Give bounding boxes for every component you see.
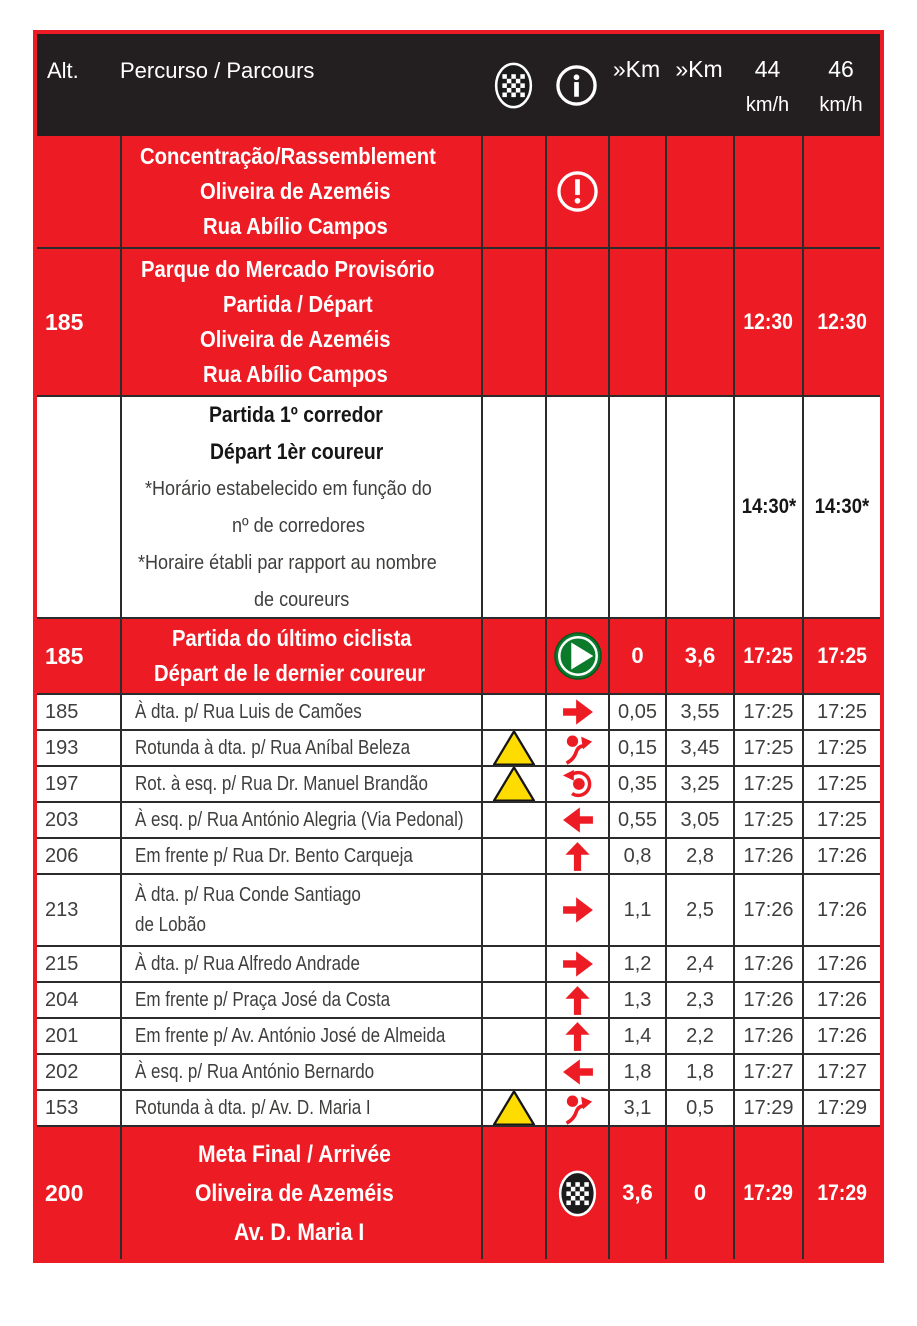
table-header bbox=[37, 34, 880, 136]
km-done-column-header bbox=[608, 34, 665, 136]
km-togo-value: 3,6 bbox=[665, 619, 733, 693]
time-46-value-text: 17:25 bbox=[816, 808, 868, 831]
km-togo-value-text: 3,25 bbox=[680, 772, 720, 795]
speed-44-value: 44 bbox=[754, 56, 781, 82]
km-togo-value bbox=[665, 767, 733, 801]
route-text bbox=[120, 695, 481, 729]
route-line: À esq. p/ Rua António Alegria (Via Pedonal) bbox=[135, 809, 464, 831]
route-text bbox=[120, 619, 481, 693]
km-togo-value bbox=[665, 249, 733, 395]
first-rider-line-2: Départ 1èr coureur bbox=[209, 439, 383, 464]
warning-cell bbox=[481, 136, 545, 247]
km-done-value: 0 bbox=[608, 619, 665, 693]
km-togo-value: 0 bbox=[665, 1127, 733, 1259]
time-44-value bbox=[733, 1091, 802, 1125]
time-46-value bbox=[802, 1055, 880, 1089]
first-rider-note-2: nº de corredores bbox=[232, 514, 366, 537]
warning-cell bbox=[481, 1091, 545, 1125]
roundabout-right-icon bbox=[562, 1092, 593, 1125]
time-44-value-text: 17:26 bbox=[743, 1024, 794, 1047]
warning-cell bbox=[481, 875, 545, 945]
up-arrow-icon bbox=[564, 1021, 591, 1052]
itinerary-row bbox=[37, 1017, 880, 1053]
route-line: Rotunda à dta. p/ Av. D. Maria I bbox=[135, 1097, 371, 1119]
time-44-value bbox=[733, 839, 802, 873]
route-column-label: Percurso / Parcours bbox=[120, 58, 315, 83]
warning-triangle-icon bbox=[492, 767, 536, 801]
km-togo-value-text: 2,3 bbox=[686, 988, 714, 1011]
left-arrow-icon bbox=[562, 1058, 594, 1086]
checkered-flag-icon bbox=[494, 61, 533, 110]
km-done-value-text: 3,1 bbox=[623, 1096, 652, 1119]
last-rider-line-1: Partida do último ciclista bbox=[171, 625, 412, 651]
info-icon bbox=[555, 64, 598, 107]
speed-44-column-header bbox=[733, 34, 802, 136]
route-text bbox=[120, 875, 481, 945]
last-rider-line-2: Départ de le dernier coureur bbox=[153, 660, 426, 686]
direction-cell bbox=[545, 1091, 608, 1125]
warning-cell bbox=[481, 695, 545, 729]
km-done-value-text: 0,35 bbox=[618, 772, 657, 795]
km-done-value bbox=[608, 803, 665, 837]
first-rider-line-1: Partida 1º corredor bbox=[209, 402, 384, 427]
time-44-value: 14:30* bbox=[733, 397, 802, 617]
alt-value: 215 bbox=[45, 952, 79, 975]
first-rider-block bbox=[37, 395, 880, 617]
alt-value: 185 bbox=[45, 642, 84, 669]
alt-value: 203 bbox=[45, 808, 79, 831]
km-togo-value-text: 1,8 bbox=[686, 1060, 714, 1083]
time-46-value bbox=[802, 136, 880, 247]
alt-value: 200 bbox=[45, 1179, 84, 1206]
km-togo-value bbox=[665, 1019, 733, 1053]
km-done-value bbox=[608, 731, 665, 765]
route-column-header bbox=[120, 34, 481, 136]
km-done-value-text: 0,8 bbox=[623, 844, 652, 867]
route-text bbox=[120, 1055, 481, 1089]
roundabout-right-icon bbox=[562, 732, 593, 765]
km-done-value-text: 1,8 bbox=[623, 1060, 652, 1083]
time-44-value-text: 17:25 bbox=[743, 736, 794, 759]
route-line: Em frente p/ Praça José da Costa bbox=[135, 989, 391, 1011]
km-togo-value bbox=[665, 397, 733, 617]
speed-46-unit: km/h bbox=[819, 94, 863, 116]
time-46-value-text: 17:26 bbox=[816, 988, 868, 1011]
alt-value: 206 bbox=[45, 844, 79, 867]
itinerary-row bbox=[37, 873, 880, 945]
first-rider-note-4: de coureurs bbox=[253, 588, 350, 611]
roundabout-left-icon bbox=[562, 769, 593, 799]
time-46-value: 12:30 bbox=[802, 249, 880, 395]
km-togo-value-text: 2,4 bbox=[686, 952, 714, 975]
km-done-value bbox=[608, 1055, 665, 1089]
warning-cell bbox=[481, 619, 545, 693]
start-area-line-1: Parque do Mercado Provisório bbox=[141, 256, 435, 282]
alt-value: 185 bbox=[45, 308, 84, 335]
km-done-value bbox=[608, 947, 665, 981]
km-togo-value-text: 3,05 bbox=[680, 808, 720, 831]
km-done-value-text: 0,15 bbox=[618, 736, 657, 759]
time-44-value bbox=[733, 803, 802, 837]
km-togo-column-header bbox=[665, 34, 733, 136]
km-done-value bbox=[608, 1091, 665, 1125]
km-togo-value-text: 2,2 bbox=[686, 1024, 714, 1047]
km-togo-value-text: 0,5 bbox=[686, 1096, 714, 1119]
itinerary-rows bbox=[37, 693, 880, 1125]
warning-triangle-icon bbox=[492, 1091, 536, 1125]
km-togo-value-text: 3,45 bbox=[680, 736, 720, 759]
warning-cell bbox=[481, 767, 545, 801]
alt-value bbox=[37, 397, 120, 617]
time-44-value-text: 17:25 bbox=[743, 700, 794, 723]
info-cell bbox=[545, 397, 608, 617]
route-line: Em frente p/ Rua Dr. Bento Carqueja bbox=[135, 845, 413, 867]
km-togo-value-text: 3,55 bbox=[680, 700, 720, 723]
concentration-line-3: Rua Abílio Campos bbox=[203, 213, 388, 239]
warning-cell bbox=[481, 1127, 545, 1259]
time-46-value bbox=[802, 695, 880, 729]
warning-cell bbox=[481, 947, 545, 981]
time-46-value bbox=[802, 731, 880, 765]
km-togo-value bbox=[665, 875, 733, 945]
race-itinerary-table bbox=[33, 30, 884, 1263]
km-done-value bbox=[608, 1019, 665, 1053]
route-text bbox=[120, 983, 481, 1017]
km-done-value bbox=[608, 839, 665, 873]
left-arrow-icon bbox=[562, 806, 594, 834]
route-line: de Lobão bbox=[135, 914, 206, 936]
alert-icon bbox=[556, 170, 599, 213]
warning-cell bbox=[481, 249, 545, 395]
finish-line-2: Oliveira de Azeméis bbox=[195, 1179, 394, 1207]
itinerary-row bbox=[37, 945, 880, 981]
time-46-value-text: 17:29 bbox=[816, 1096, 868, 1119]
time-44-value bbox=[733, 767, 802, 801]
itinerary-row bbox=[37, 837, 880, 873]
alt-column-header bbox=[37, 34, 120, 136]
start-area-line-3: Oliveira de Azeméis bbox=[199, 326, 391, 352]
first-rider-note-3: *Horaire établi par rapport au nombre bbox=[138, 551, 438, 574]
time-46-value: 17:29 bbox=[802, 1127, 880, 1259]
warning-cell bbox=[481, 397, 545, 617]
finish-block bbox=[37, 1125, 880, 1259]
km-togo-value bbox=[665, 983, 733, 1017]
finish-line-3: Av. D. Maria I bbox=[233, 1218, 365, 1246]
time-44-value bbox=[733, 731, 802, 765]
itinerary-row bbox=[37, 801, 880, 837]
time-46-value-text: 17:27 bbox=[816, 1060, 868, 1083]
time-44-value bbox=[733, 947, 802, 981]
info-column-header bbox=[545, 34, 608, 136]
warning-cell bbox=[481, 731, 545, 765]
time-44-value-text: 17:26 bbox=[743, 952, 794, 975]
time-44-value: 12:30 bbox=[733, 249, 802, 395]
alt-value bbox=[37, 136, 120, 247]
direction-cell bbox=[545, 983, 608, 1017]
time-46-value bbox=[802, 767, 880, 801]
warning-triangle-icon bbox=[492, 731, 536, 765]
itinerary-row bbox=[37, 765, 880, 801]
time-44-value bbox=[733, 1019, 802, 1053]
route-text bbox=[120, 803, 481, 837]
direction-cell bbox=[545, 767, 608, 801]
km-done-value-text: 1,3 bbox=[623, 988, 652, 1011]
direction-cell bbox=[545, 695, 608, 729]
time-44-value-text: 17:29 bbox=[743, 1096, 794, 1119]
route-text bbox=[120, 947, 481, 981]
km-done-value-text: 1,1 bbox=[623, 898, 652, 921]
route-text bbox=[120, 136, 481, 247]
km-togo-value bbox=[665, 695, 733, 729]
time-46-value bbox=[802, 1091, 880, 1125]
info-cell bbox=[545, 1127, 608, 1259]
route-line: Em frente p/ Av. António José de Almeida bbox=[135, 1025, 446, 1047]
start-area-line-2: Partida / Départ bbox=[223, 291, 373, 317]
concentration-block bbox=[37, 136, 880, 247]
time-46-value-text: 17:26 bbox=[816, 952, 868, 975]
km-togo-value bbox=[665, 731, 733, 765]
info-cell bbox=[545, 136, 608, 247]
right-arrow-icon bbox=[562, 698, 594, 726]
time-44-value: 17:29 bbox=[733, 1127, 802, 1259]
warning-cell bbox=[481, 839, 545, 873]
direction-cell bbox=[545, 1019, 608, 1053]
alt-column-label: Alt. bbox=[47, 58, 79, 83]
time-46-value-text: 17:26 bbox=[816, 1024, 868, 1047]
up-arrow-icon bbox=[564, 841, 591, 872]
alt-value: 204 bbox=[45, 988, 79, 1011]
alt-value: 153 bbox=[45, 1096, 79, 1119]
itinerary-row bbox=[37, 693, 880, 729]
direction-cell bbox=[545, 1055, 608, 1089]
time-44-value bbox=[733, 875, 802, 945]
route-line: Rotunda à dta. p/ Rua Aníbal Beleza bbox=[135, 737, 411, 759]
time-46-value bbox=[802, 1019, 880, 1053]
first-rider-note-1: *Horário estabelecido em função do bbox=[145, 477, 432, 500]
time-46-value-text: 17:25 bbox=[816, 736, 868, 759]
km-togo-value bbox=[665, 136, 733, 247]
checkered-flag-icon bbox=[558, 1169, 597, 1218]
km-togo-value bbox=[665, 839, 733, 873]
time-44-value-text: 17:25 bbox=[743, 808, 794, 831]
time-44-value-text: 17:26 bbox=[743, 898, 794, 921]
km-done-value bbox=[608, 695, 665, 729]
last-rider-block bbox=[37, 617, 880, 693]
km-done-value: 3,6 bbox=[608, 1127, 665, 1259]
time-44-value: 17:25 bbox=[733, 619, 802, 693]
time-46-value bbox=[802, 839, 880, 873]
time-46-value bbox=[802, 803, 880, 837]
time-46-value: 14:30* bbox=[802, 397, 880, 617]
info-cell bbox=[545, 619, 608, 693]
km-done-label: »Km bbox=[612, 56, 661, 82]
alt-value: 201 bbox=[45, 1024, 79, 1047]
alt-value: 202 bbox=[45, 1060, 79, 1083]
direction-cell bbox=[545, 839, 608, 873]
km-togo-value bbox=[665, 947, 733, 981]
speed-46-column-header bbox=[802, 34, 880, 136]
up-arrow-icon bbox=[564, 985, 591, 1016]
km-done-value-text: 0,05 bbox=[618, 700, 657, 723]
speed-46-value: 46 bbox=[828, 56, 854, 82]
itinerary-row bbox=[37, 729, 880, 765]
time-46-value-text: 17:25 bbox=[816, 700, 868, 723]
time-44-value-text: 17:25 bbox=[743, 772, 794, 795]
right-arrow-icon bbox=[562, 896, 594, 924]
finish-line-1: Meta Final / Arrivée bbox=[198, 1140, 392, 1168]
concentration-line-2: Oliveira de Azeméis bbox=[199, 178, 391, 204]
time-44-value bbox=[733, 983, 802, 1017]
km-togo-value bbox=[665, 1055, 733, 1089]
time-46-value-text: 17:26 bbox=[816, 898, 868, 921]
km-togo-value-text: 2,8 bbox=[686, 844, 714, 867]
info-cell bbox=[545, 249, 608, 395]
route-text bbox=[120, 839, 481, 873]
itinerary-row bbox=[37, 981, 880, 1017]
alt-value: 193 bbox=[45, 736, 79, 759]
concentration-line-1: Concentração/Rassemblement bbox=[139, 143, 436, 169]
route-text bbox=[120, 1091, 481, 1125]
km-done-value bbox=[608, 767, 665, 801]
time-44-value-text: 17:26 bbox=[743, 844, 794, 867]
start-area-line-4: Rua Abílio Campos bbox=[203, 361, 388, 387]
km-togo-value bbox=[665, 1091, 733, 1125]
alt-value: 213 bbox=[45, 898, 79, 921]
route-line: Rot. à esq. p/ Rua Dr. Manuel Brandão bbox=[135, 773, 428, 795]
flag-column-header bbox=[481, 34, 545, 136]
route-line: À dta. p/ Rua Conde Santiago bbox=[135, 884, 361, 906]
alt-value: 197 bbox=[45, 772, 79, 795]
time-46-value bbox=[802, 947, 880, 981]
km-togo-value-text: 2,5 bbox=[686, 898, 714, 921]
speed-44-unit: km/h bbox=[745, 94, 790, 116]
time-46-value bbox=[802, 983, 880, 1017]
route-text bbox=[120, 397, 481, 617]
route-text bbox=[120, 249, 481, 395]
km-done-value-text: 1,4 bbox=[623, 1024, 652, 1047]
itinerary-row bbox=[37, 1089, 880, 1125]
route-text bbox=[120, 731, 481, 765]
time-44-value bbox=[733, 695, 802, 729]
time-46-value-text: 17:26 bbox=[816, 844, 868, 867]
time-46-value: 17:25 bbox=[802, 619, 880, 693]
time-44-value-text: 17:26 bbox=[743, 988, 794, 1011]
route-line: À dta. p/ Rua Alfredo Andrade bbox=[135, 953, 360, 975]
km-done-value bbox=[608, 136, 665, 247]
route-text bbox=[120, 767, 481, 801]
route-line: À dta. p/ Rua Luis de Camões bbox=[135, 701, 362, 723]
time-46-value-text: 17:25 bbox=[816, 772, 868, 795]
itinerary-row bbox=[37, 1053, 880, 1089]
direction-cell bbox=[545, 731, 608, 765]
km-done-value-text: 1,2 bbox=[623, 952, 652, 975]
start-area-block bbox=[37, 247, 880, 395]
route-line: À esq. p/ Rua António Bernardo bbox=[135, 1061, 375, 1083]
right-arrow-icon bbox=[562, 950, 594, 978]
warning-cell bbox=[481, 983, 545, 1017]
direction-cell bbox=[545, 875, 608, 945]
time-44-value bbox=[733, 136, 802, 247]
warning-cell bbox=[481, 1055, 545, 1089]
warning-cell bbox=[481, 803, 545, 837]
km-done-value bbox=[608, 249, 665, 395]
alt-value: 185 bbox=[45, 700, 79, 723]
route-text bbox=[120, 1019, 481, 1053]
direction-cell bbox=[545, 947, 608, 981]
time-46-value bbox=[802, 875, 880, 945]
direction-cell bbox=[545, 803, 608, 837]
time-44-value bbox=[733, 1055, 802, 1089]
km-togo-label: »Km bbox=[675, 56, 723, 82]
warning-cell bbox=[481, 1019, 545, 1053]
route-text bbox=[120, 1127, 481, 1259]
km-done-value bbox=[608, 983, 665, 1017]
km-done-value bbox=[608, 875, 665, 945]
km-togo-value bbox=[665, 803, 733, 837]
km-done-value-text: 0,55 bbox=[618, 808, 657, 831]
time-44-value-text: 17:27 bbox=[743, 1060, 794, 1083]
start-play-icon bbox=[554, 632, 602, 680]
km-done-value bbox=[608, 397, 665, 617]
